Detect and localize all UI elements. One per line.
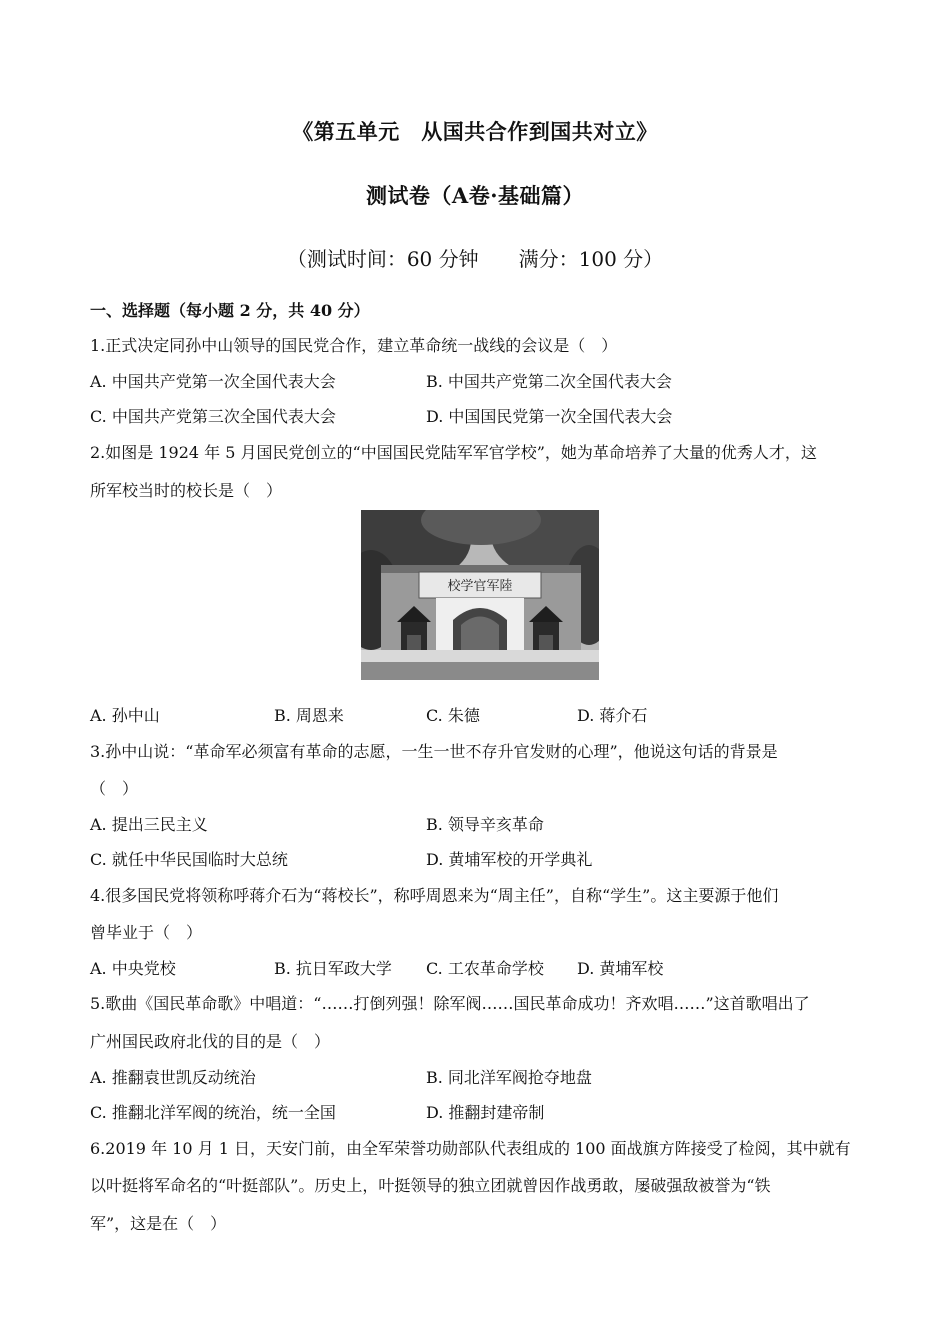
question-1-stem: 1.正式决定同孙中山领导的国民党合作，建立革命统一战线的会议是（ ）	[90, 336, 618, 355]
q5-option-c: C. 推翻北洋军阀的统治，统一全国	[90, 1103, 336, 1122]
photo-illustration	[361, 510, 599, 680]
q2-option-d: D. 蒋介石	[577, 706, 648, 725]
question-6-stem-line1: 6.2019 年 10 月 1 日，天安门前，由全军荣誉功勋部队代表组成的 100 面战旗方阵接受了检阅，其中就有	[90, 1139, 851, 1158]
q2-option-c: C. 朱德	[426, 706, 480, 725]
q2-option-a: A. 孙中山	[90, 706, 160, 725]
whampoa-academy-photo	[361, 510, 599, 680]
q1-option-d: D. 中国国民党第一次全国代表大会	[426, 407, 673, 426]
question-3-stem-line1: 3.孙中山说：“革命军必须富有革命的志愿，一生一世不存升官发财的心理”，他说这句话的背景是	[90, 742, 778, 761]
question-2-stem-line1: 2.如图是 1924 年 5 月国民党创立的“中国国民党陆军军官学校”，她为革命培养了大量的优秀人才，这	[90, 443, 817, 462]
q4-option-c: C. 工农革命学校	[426, 959, 544, 978]
question-5-stem-line1: 5.歌曲《国民革命歌》中唱道：“……打倒列强！除军阀……国民革命成功！齐欢唱……”这首歌唱出了	[90, 994, 810, 1013]
q1-option-a: A. 中国共产党第一次全国代表大会	[90, 372, 336, 391]
q3-option-a: A. 提出三民主义	[90, 815, 208, 834]
q2-option-b: B. 周恩来	[274, 706, 344, 725]
q1-option-c: C. 中国共产党第三次全国代表大会	[90, 407, 336, 426]
q1-option-b: B. 中国共产党第二次全国代表大会	[426, 372, 672, 391]
question-4-stem-line1: 4.很多国民党将领称呼蒋介石为“蒋校长”，称呼周恩来为“周主任”，自称“学生”。这主要源于他们	[90, 886, 779, 905]
question-3-stem-line2: （ ）	[90, 779, 139, 798]
q4-option-d: D. 黄埔军校	[577, 959, 664, 978]
q4-option-b: B. 抗日军政大学	[274, 959, 392, 978]
section-heading: 一、选择题（每小题 2 分，共 40 分）	[90, 301, 370, 320]
document-subtitle: 测试卷（A卷·基础篇）	[365, 183, 585, 208]
q5-option-b: B. 同北洋军阀抢夺地盘	[426, 1068, 592, 1087]
q5-option-d: D. 推翻封建帝制	[426, 1103, 545, 1122]
q5-option-a: A. 推翻袁世凯反动统治	[90, 1068, 256, 1087]
q3-option-c: C. 就任中华民国临时大总统	[90, 850, 288, 869]
question-6-stem-line3: 军”，这是在（ ）	[90, 1214, 227, 1233]
q3-option-d: D. 黄埔军校的开学典礼	[426, 850, 593, 869]
question-5-stem-line2: 广州国民政府北伐的目的是（ ）	[90, 1032, 331, 1051]
question-4-stem-line2: 曾毕业于（ ）	[90, 923, 203, 942]
document-title: 《第五单元 从国共合作到国共对立》	[292, 119, 658, 144]
exam-meta: （测试时间：60 分钟 满分：100 分）	[286, 247, 664, 271]
question-6-stem-line2: 以叶挺将军命名的“叶挺部队”。历史上，叶挺领导的独立团就曾因作战勇敢，屡破强敌被誉为“铁	[90, 1176, 771, 1195]
q4-option-a: A. 中央党校	[90, 959, 176, 978]
academy-gate-sign: 校学官军陸	[447, 579, 513, 594]
question-2-stem-line2: 所军校当时的校长是（ ）	[90, 481, 283, 500]
q3-option-b: B. 领导辛亥革命	[426, 815, 544, 834]
